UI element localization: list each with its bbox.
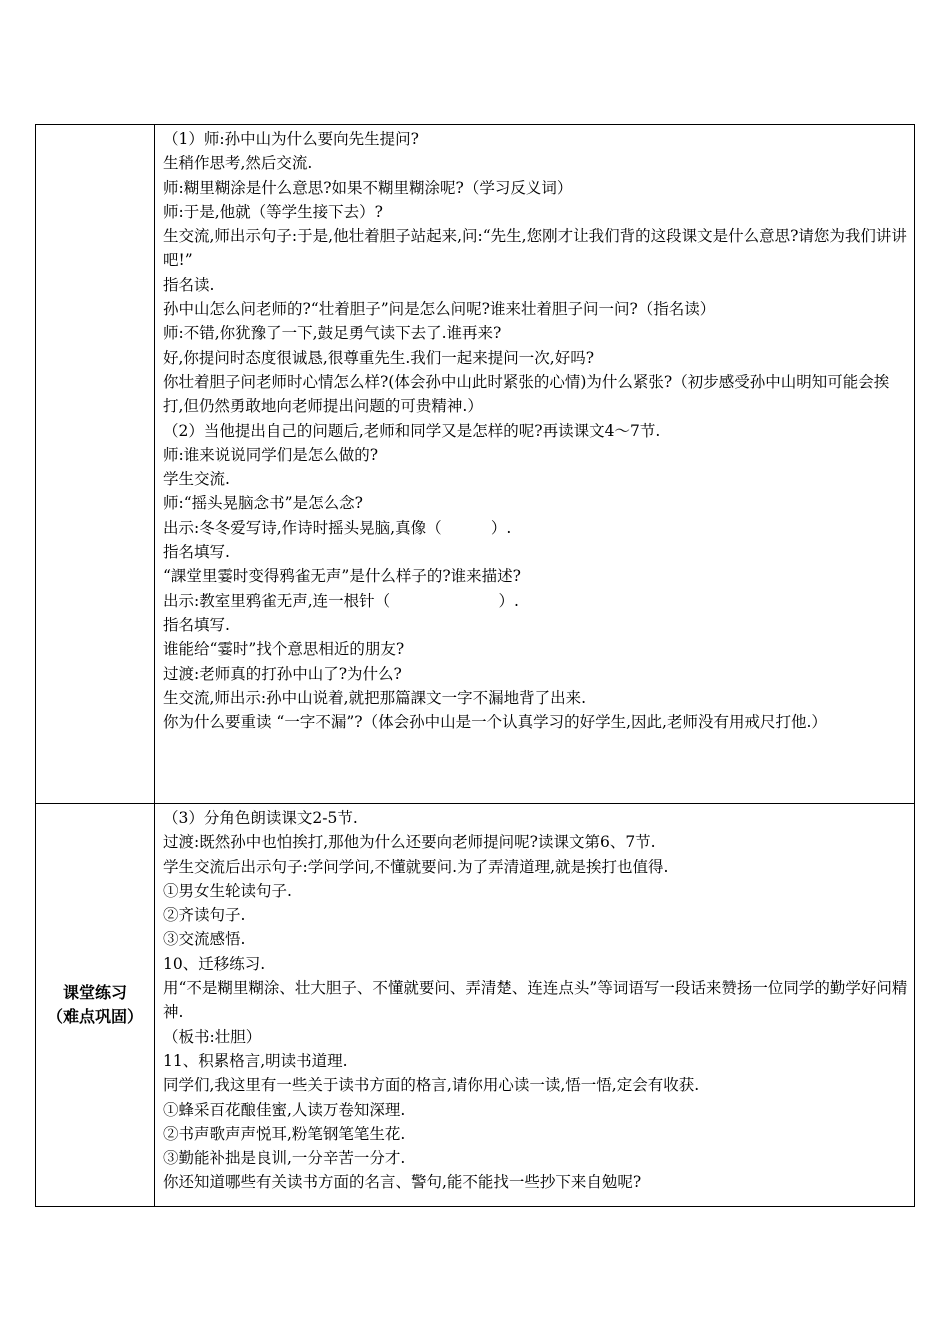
text-line: 师:于是,他就（等学生接下去）? [163, 202, 383, 221]
text-line: 孙中山怎么问老师的?“壮着胆子”问是怎么问呢?谁来壮着胆子问一问?（指名读） [163, 300, 716, 319]
text-line: （1）师:孙中山为什么要向先生提问? [163, 130, 419, 148]
text-line: 师:谁来说说同学们是怎么做的? [163, 445, 379, 464]
section-content-cell [155, 125, 915, 804]
section-label-subtitle: （难点巩固） [46, 1007, 143, 1026]
section-label-title: 课堂练习 [62, 983, 127, 1002]
text-line: 师:糊里糊涂是什么意思?如果不糊里糊涂呢?（学习反义词） [163, 178, 573, 197]
text-line: 指名填写. [163, 615, 230, 634]
text-line: 师:“摇头晃脑念书”是怎么念? [163, 494, 363, 513]
text-line: 过渡:老师真的打孙中山了?为什么? [163, 664, 402, 683]
text-line: 你还知道哪些有关读书方面的名言、警句,能不能找一些抄下来自勉呢? [163, 1173, 642, 1192]
text-line: “課堂里霎时变得鸦雀无声”是什么样子的?谁来描述? [163, 567, 521, 586]
text-line: 指名填写. [163, 543, 230, 562]
text-line: 师:不错,你犹豫了一下,鼓足勇气读下去了.谁再来? [163, 324, 502, 343]
section-content-cell [155, 804, 915, 1207]
table-row [36, 804, 915, 1207]
text-line: 用“不是糊里糊涂、壮大胆子、不懂就要问、弄清楚、连连点头”等词语写一段话来赞扬一位同学的勤学好问精神. [163, 979, 908, 1022]
text-line: 指名读. [163, 275, 215, 294]
table-row [36, 125, 915, 804]
text-line: 好,你提问时态度很诚恳,很尊重先生.我们一起来提问一次,好吗? [163, 348, 595, 367]
text-line: ②书声歌声声悦耳,粉笔钢笔笔生花. [163, 1124, 406, 1143]
section-label-cell [36, 804, 155, 1207]
text-line: ②齐读句子. [163, 906, 246, 925]
text-line: 11、积累格言,明读书道理. [163, 1051, 348, 1070]
text-line: （2）当他提出自己的问题后,老师和同学又是怎样的呢?再读课文4～7节. [163, 421, 661, 440]
text-line: 谁能给“霎时”找个意思相近的朋友? [163, 640, 405, 659]
text-line: 出示:教室里鸦雀无声,连一根针（ ）. [163, 591, 519, 610]
text-line: 出示:冬冬爱写诗,作诗时摇头晃脑,真像（ ）. [163, 518, 512, 537]
text-line: 同学们,我这里有一些关于读书方面的格言,请你用心读一读,悟一悟,定会有收获. [163, 1076, 700, 1095]
text-line: ③勤能补拙是良训,一分辛苦一分才. [163, 1149, 406, 1168]
text-line: （3）分角色朗读课文2-5节. [163, 809, 358, 827]
text-line: 生稍作思考,然后交流. [163, 154, 313, 173]
text-line: 学生交流后出示句子:学问学问,不懂就要问.为了弄清道理,就是挨打也值得. [163, 857, 669, 876]
text-line: 你壮着胆子问老师时心情怎么样?(体会孙中山此时紧张的心情)为什么紧张?（初步感受孙中山明知可能会挨打,但仍然勇敢地向老师提出问题的可贵精神.） [163, 372, 890, 416]
text-line: （板书:壮胆） [163, 1027, 262, 1046]
text-line: 生交流,师出示句子:于是,他壮着胆子站起来,问:“先生,您刚才让我们背的这段课文是什么意思?请您为我们讲讲吧!” [163, 227, 907, 270]
text-line: 10、迁移练习. [163, 954, 266, 973]
text-line: 过渡:既然孙中也怕挨打,那他为什么还要向老师提问呢?读课文第6、7节. [163, 833, 656, 852]
text-line: 生交流,师出示:孙中山说着,就把那篇課文一字不漏地背了出来. [163, 688, 587, 707]
text-line: 学生交流. [163, 470, 230, 489]
lesson-plan-table [35, 124, 915, 1207]
text-line: ①蜂采百花酿佳蜜,人读万卷知深理. [163, 1100, 406, 1119]
text-line: ③交流感悟. [163, 930, 246, 949]
text-line: 你为什么要重读 “一字不漏”?（体会孙中山是一个认真学习的好学生,因此,老师没有用戒尺打他.） [163, 713, 827, 732]
section-label-cell [36, 125, 155, 804]
text-line: ①男女生轮读句子. [163, 881, 292, 900]
